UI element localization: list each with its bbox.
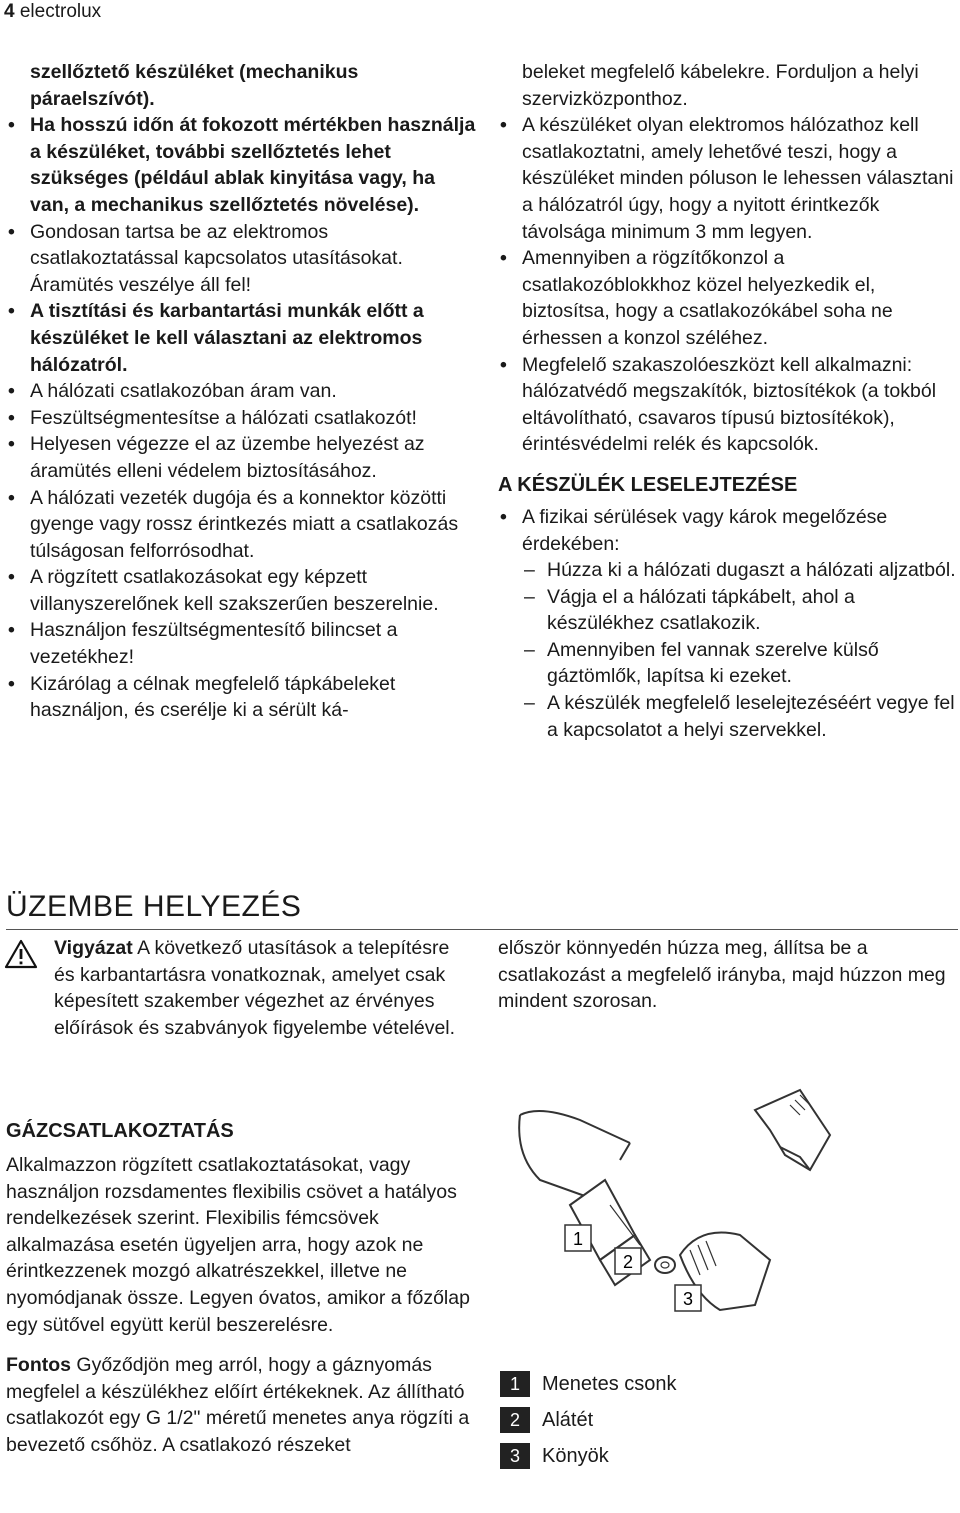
list-item: • A tisztítási és karbantartási munkák előtt a készüléket le kell választani az elektromos hálózatról. xyxy=(6,298,476,378)
svg-text:2: 2 xyxy=(622,1252,634,1272)
callout-1 xyxy=(565,1225,591,1251)
callout-2 xyxy=(615,1248,641,1274)
important-label: Fontos xyxy=(6,1354,71,1377)
list-item: • A készüléket olyan elektromos hálózathoz kell csatlakoztatni, amely lehetővé teszi, hogy a készüléket minden póluson le lehessen választani a hálózatról úgy, hogy a nyitott érintkezők távolsága minimum 3 mm legyen. xyxy=(498,112,958,245)
gas-connection-heading: GÁZCSATLAKOZTATÁS xyxy=(6,1120,234,1142)
disposal-intro: A fizikai sérülések vagy károk megelőzése érdekében: xyxy=(522,505,888,555)
list-item: • Amennyiben a rögzítőkonzol a csatlakozóblokkhoz közel helyezkedik el, biztosítsa, hogy a csatlakozókábel soha ne érhessen a konzol széléhez. xyxy=(498,245,958,351)
important-body: Győződjön meg arról, hogy a gáznyomás megfelel a készülékhez előírt értékeknek. Az állítható csatlakozót egy G 1/2" méretű menetes anya rögzíti a bevezető csőhöz. A csatlakozó részeket xyxy=(6,1354,470,1456)
list-item: • A hálózati vezeték dugója és a konnektor közötti gyenge vagy rossz érintkezés miatt a csatlakozás túlságosan felforrósodhat. xyxy=(6,485,476,565)
disposal-step: – Amennyiben fel vannak szerelve külső gáztömlők, lapítsa ki ezeket. xyxy=(522,637,958,690)
warning-triangle-icon xyxy=(4,939,38,969)
important-note xyxy=(6,1352,476,1458)
list-item: • Megfelelő szakaszolóeszközt kell alkalmazni: hálózatvédő megszakítók, biztosítékok (a tokból eltávolítható, csavaros típusú biztosítékok), érintésvédelmi relék és kapcsolók. xyxy=(498,352,958,458)
list-item-continuation: szellőztető készüléket (mechanikus páraelszívót). xyxy=(30,61,359,110)
gas-connection-section xyxy=(6,1118,476,1473)
legend-row xyxy=(500,1402,677,1438)
list-item xyxy=(498,504,958,743)
installation-continuation: először könnyedén húzza meg, állítsa be a csatlakozást a megfelelő irányba, majd húzzon meg mindent szorosan. xyxy=(498,937,946,1013)
gas-connector-diagram xyxy=(500,1085,920,1385)
safety-list-right xyxy=(498,59,958,743)
svg-text:3: 3 xyxy=(682,1289,694,1309)
disposal-step: – A készülék megfelelő leselejtezéséért vegye fel a kapcsolatot a helyi szervekkel. xyxy=(522,690,958,743)
section-divider xyxy=(6,929,958,930)
legend-label: Menetes csonk xyxy=(542,1372,677,1395)
list-item: • Helyesen végezze el az üzembe helyezést az áramütés elleni védelem biztosításához. xyxy=(6,431,476,484)
legend-label: Könyök xyxy=(542,1444,609,1467)
list-item: • Feszültségmentesítse a hálózati csatlakozót! xyxy=(6,405,476,432)
legend-label: Alátét xyxy=(542,1408,594,1431)
page-header xyxy=(4,0,101,24)
callout-3 xyxy=(675,1285,701,1311)
brand-name: electrolux xyxy=(19,1,102,22)
legend-number: 3 xyxy=(500,1443,530,1469)
list-item: • A hálózati csatlakozóban áram van. xyxy=(6,378,476,405)
disposal-steps xyxy=(522,557,958,743)
legend-number: 1 xyxy=(500,1371,530,1397)
list-item: • Gondosan tartsa be az elektromos csatlakoztatással kapcsolatos utasításokat. Áramütés veszélye áll fel! xyxy=(6,219,476,299)
legend-row xyxy=(500,1438,677,1474)
figure-legend xyxy=(500,1366,677,1474)
disposal-step: – Vágja el a hálózati tápkábelt, ahol a készülékhez csatlakozik. xyxy=(522,584,958,637)
warning-text xyxy=(54,935,464,1041)
list-item-continuation: beleket megfelelő kábelekre. Forduljon a helyi szervizközponthoz. xyxy=(522,61,919,110)
list-item: • Kizárólag a célnak megfelelő tápkábeleket használjon, és cserélje ki a sérült ká- xyxy=(6,671,476,724)
elbow-upper-part xyxy=(755,1090,830,1170)
page-number: 4 xyxy=(4,1,15,22)
gas-connection-paragraph: Alkalmazzon rögzített csatlakoztatásokat, vagy használjon rozsdamentes flexibilis csövet a hatályos rendelkezések szerint. Flexibilis fémcsövek alkalmazása esetén ügyeljen arra, hogy azok ne érintkezzenek mozgó alkatrészekkel, illetve ne nyomódjanak össze. Legyen óvatos, amikor a főzőlap egy sütővel együtt kerül beszerelésre. xyxy=(6,1154,470,1336)
svg-text:1: 1 xyxy=(572,1229,584,1249)
disposal-heading: A KÉSZÜLÉK LESELEJTEZÉSE xyxy=(498,473,798,496)
list-item: • Használjon feszültségmentesítő bilincset a vezetékhez! xyxy=(6,617,476,670)
list-item: • Ha hosszú időn át fokozott mértékben használja a készüléket, további szellőztetés lehet szükséges (például ablak kinyitása vagy, ha van, a mechanikus szellőztetés növelése). xyxy=(6,112,476,218)
gasket-part xyxy=(655,1257,675,1273)
safety-list-left xyxy=(6,59,476,724)
legend-row xyxy=(500,1366,677,1402)
disposal-step: – Húzza ki a hálózati dugaszt a hálózati aljzatból. xyxy=(522,557,958,584)
installation-heading: ÜZEMBE HELYEZÉS xyxy=(6,890,302,923)
list-item: • A rögzített csatlakozásokat egy képzett villanyszerelőnek kell szakszerűen beszerelnie. xyxy=(6,564,476,617)
warning-body: A következő utasítások a telepítésre és karbantartásra vonatkoznak, amelyet csak képesített szakember végezhet az érvényes előírások és szabványok figyelembe vételével. xyxy=(54,937,456,1039)
legend-number: 2 xyxy=(500,1407,530,1433)
warning-label: Vigyázat xyxy=(54,937,133,959)
